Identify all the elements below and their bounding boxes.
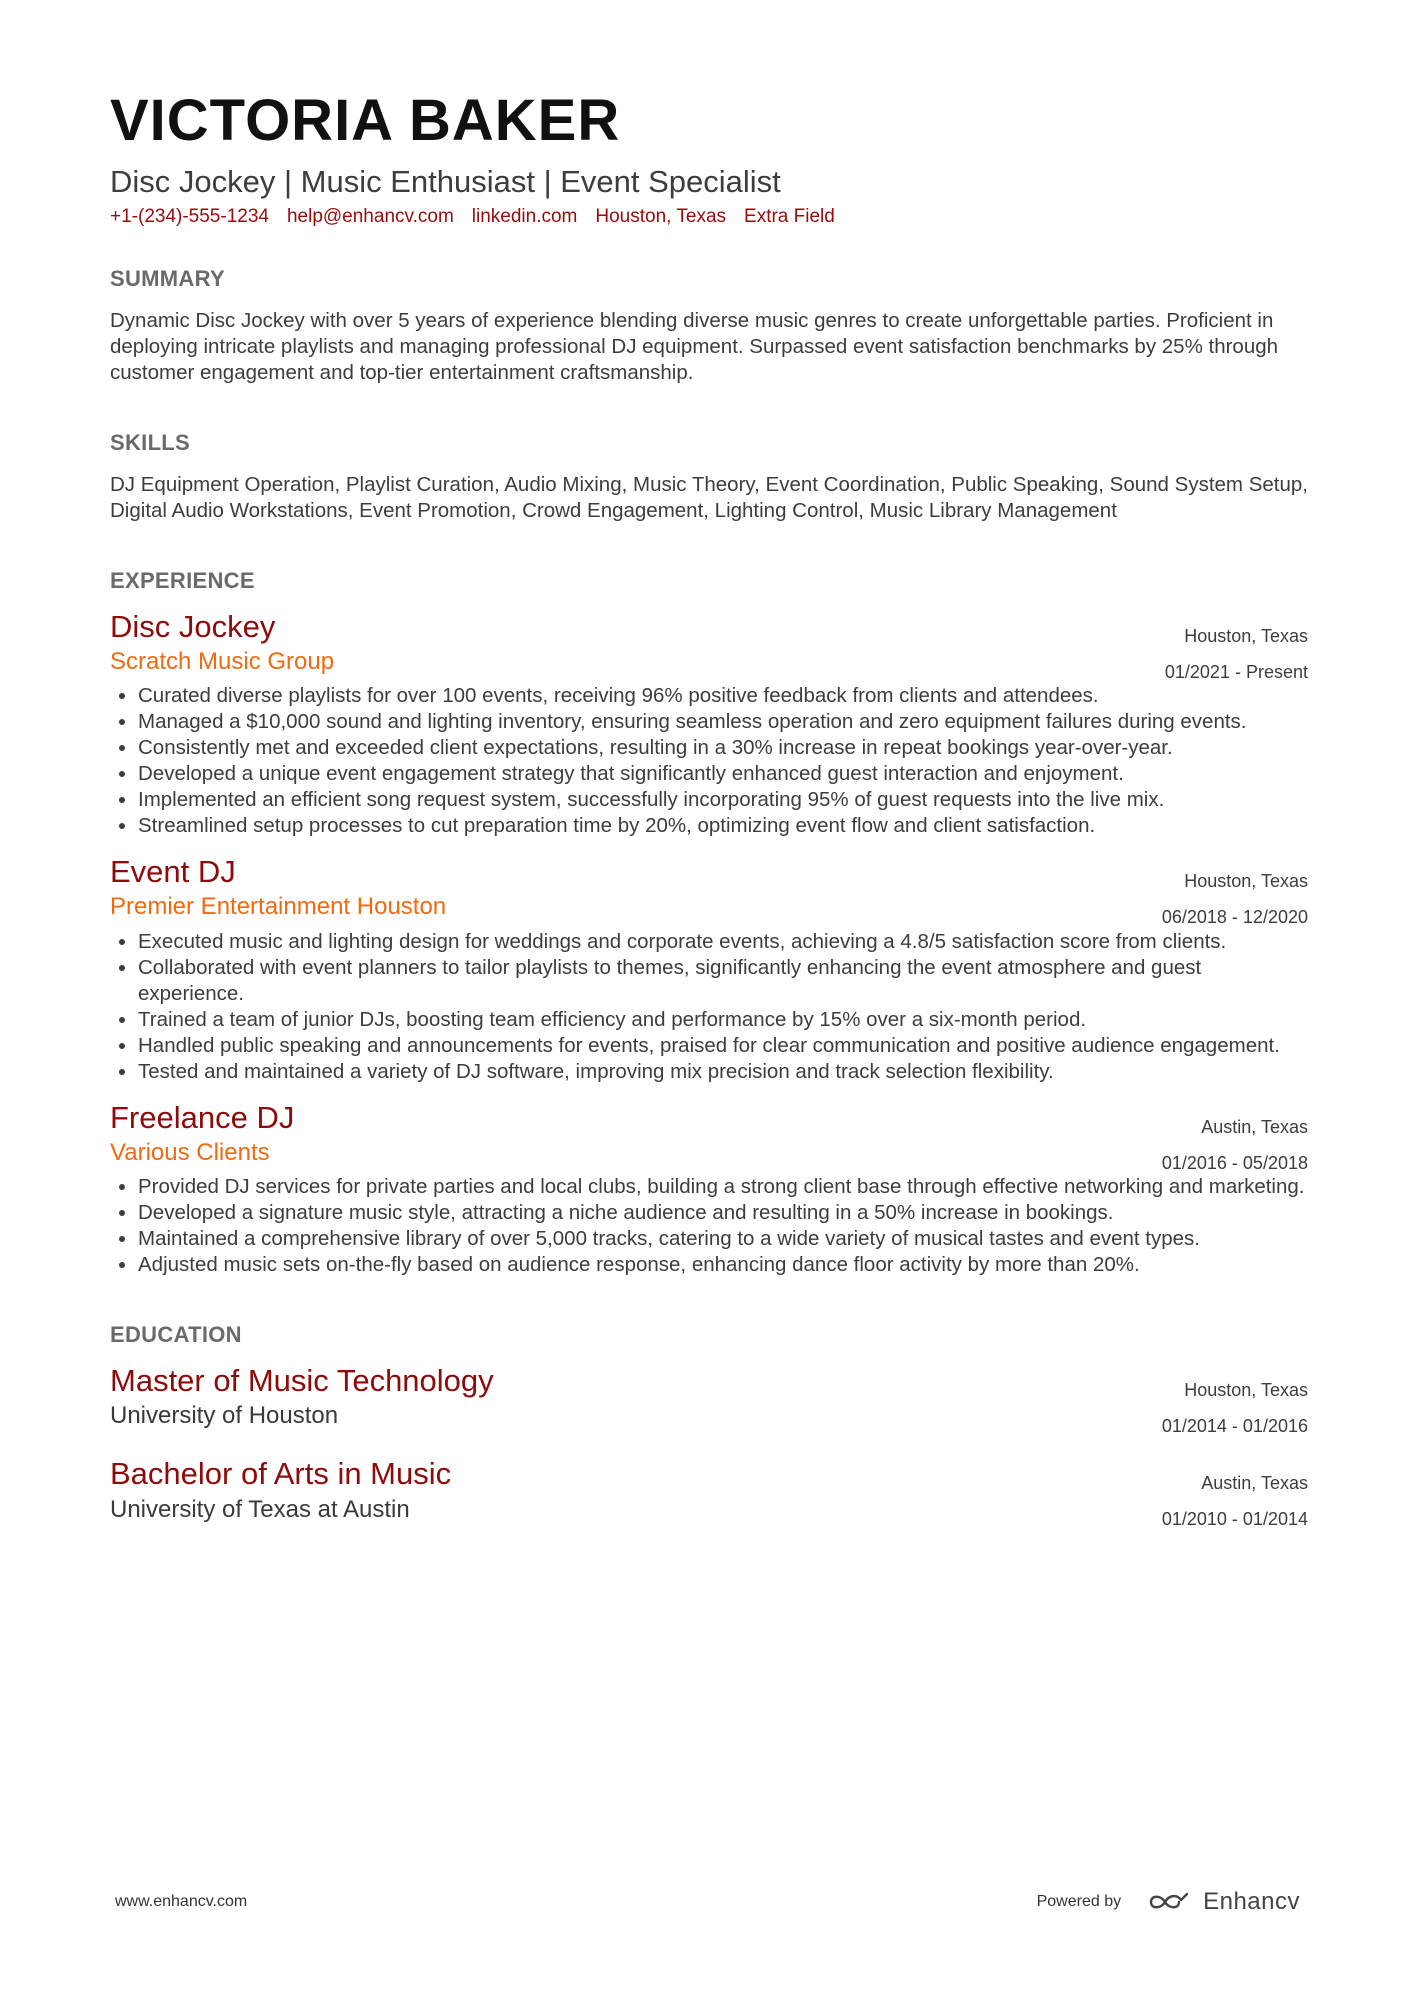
job-title: Disc Jockey xyxy=(110,608,276,644)
job-meta xyxy=(1162,863,1308,935)
section-title-experience: EXPERIENCE xyxy=(110,567,255,593)
section-title-summary: SUMMARY xyxy=(110,265,225,291)
candidate-name: VICTORIA BAKER xyxy=(110,88,621,153)
resume-page xyxy=(110,88,1308,1530)
enhancv-logo-icon xyxy=(1147,1890,1193,1914)
education-entry xyxy=(110,1456,1308,1530)
job-bullet: • Implemented an efficient song request system, successfully incorporating 95% of guest requests into the live mix. xyxy=(138,787,1308,813)
contact-bar xyxy=(110,206,1308,228)
job-meta xyxy=(1165,618,1308,690)
degree-title: Bachelor of Arts in Music xyxy=(110,1456,452,1492)
summary-section xyxy=(110,266,1308,386)
enhancv-brand[interactable] xyxy=(1147,1888,1300,1916)
school-name: University of Houston xyxy=(110,1402,339,1430)
job-bullet: • Maintained a comprehensive library of over 5,000 tracks, catering to a wide variety of musical tastes and event types. xyxy=(138,1226,1308,1252)
page-footer xyxy=(115,1888,1300,1918)
experience-entry xyxy=(110,610,1308,839)
contact-extra-field: Extra Field xyxy=(744,205,835,227)
skills-section xyxy=(110,430,1308,524)
contact-email[interactable]: help@enhancv.com xyxy=(286,205,454,227)
education-meta xyxy=(1162,1372,1308,1444)
job-location: Austin, Texas xyxy=(1201,1116,1308,1137)
experience-entry xyxy=(110,1101,1308,1278)
job-bullet: • Handled public speaking and announcements for events, praised for clear communication and positive audience engagement. xyxy=(138,1033,1308,1059)
job-meta xyxy=(1162,1109,1308,1181)
skills-text: DJ Equipment Operation, Playlist Curation, Audio Mixing, Music Theory, Event Coordination, Public Speaking, Sound System Setup, Digital Audio Workstations, Event Promotion, Crowd Engagement, Lighting Control, Music Library Management xyxy=(110,472,1308,522)
job-title: Freelance DJ xyxy=(110,1099,295,1135)
summary-text: Dynamic Disc Jockey with over 5 years of experience blending diverse music genres to create unforgettable parties. Proficient in deploying intricate playlists and managing professional DJ equipment. Surpassed event satisfaction benchmarks by 25% through customer engagement and top-tier entertainment craftsmanship. xyxy=(110,308,1279,384)
job-bullets xyxy=(110,929,1308,1085)
contact-phone[interactable]: +1-(234)-555-1234 xyxy=(110,205,269,227)
education-section xyxy=(110,1322,1308,1530)
company-name: Scratch Music Group xyxy=(110,647,335,675)
contact-location: Houston, Texas xyxy=(595,205,727,227)
job-bullets xyxy=(110,683,1308,839)
education-dates: 01/2010 - 01/2014 xyxy=(1161,1509,1308,1530)
job-bullet: • Consistently met and exceeded client expectations, resulting in a 30% increase in repeat bookings year-over-year. xyxy=(138,735,1308,761)
footer-website-link[interactable]: www.enhancv.com xyxy=(115,1893,248,1910)
job-bullets xyxy=(110,1174,1308,1278)
company-name: Premier Entertainment Houston xyxy=(110,893,447,921)
enhancv-brand-name: Enhancv xyxy=(1203,1888,1300,1915)
degree-title: Master of Music Technology xyxy=(110,1363,494,1399)
contact-linkedin[interactable]: linkedin.com xyxy=(471,205,578,227)
job-location: Houston, Texas xyxy=(1184,625,1308,646)
job-bullet: • Collaborated with event planners to tailor playlists to themes, significantly enhancing the event atmosphere and guest experience. xyxy=(138,955,1308,1007)
experience-entry xyxy=(110,855,1308,1084)
education-entry xyxy=(110,1363,1308,1437)
company-name: Various Clients xyxy=(110,1138,270,1166)
education-meta xyxy=(1162,1465,1308,1537)
candidate-tagline: Disc Jockey | Music Enthusiast | Event Specialist xyxy=(110,164,781,199)
job-bullet: • Developed a unique event engagement strategy that significantly enhanced guest interaction and enjoyment. xyxy=(138,761,1308,787)
job-bullet: • Developed a signature music style, attracting a niche audience and resulting in a 50% increase in bookings. xyxy=(138,1200,1308,1226)
experience-section xyxy=(110,568,1308,1278)
job-bullet: • Tested and maintained a variety of DJ software, improving mix precision and track selection flexibility. xyxy=(138,1059,1308,1085)
job-bullet: • Provided DJ services for private parties and local clubs, building a strong client base through effective networking and marketing. xyxy=(138,1174,1308,1200)
job-dates: 01/2021 - Present xyxy=(1164,661,1308,682)
job-bullet: • Adjusted music sets on-the-fly based on audience response, enhancing dance floor activity by more than 20%. xyxy=(138,1252,1308,1278)
powered-by-label: Powered by xyxy=(1036,1893,1122,1910)
education-location: Houston, Texas xyxy=(1184,1380,1308,1401)
job-dates: 06/2018 - 12/2020 xyxy=(1161,907,1308,928)
job-title: Event DJ xyxy=(110,854,236,890)
job-bullet: • Managed a $10,000 sound and lighting inventory, ensuring seamless operation and zero equipment failures during events. xyxy=(138,709,1308,735)
job-location: Houston, Texas xyxy=(1184,871,1308,892)
education-location: Austin, Texas xyxy=(1201,1473,1308,1494)
section-title-skills: SKILLS xyxy=(110,429,191,455)
footer-powered-by[interactable] xyxy=(1037,1888,1300,1916)
job-bullet: • Trained a team of junior DJs, boosting team efficiency and performance by 15% over a six-month period. xyxy=(138,1007,1308,1033)
job-bullet: • Executed music and lighting design for weddings and corporate events, achieving a 4.8/5 satisfaction score from clients. xyxy=(138,929,1308,955)
job-bullet: • Streamlined setup processes to cut preparation time by 20%, optimizing event flow and client satisfaction. xyxy=(138,813,1308,839)
job-dates: 01/2016 - 05/2018 xyxy=(1161,1152,1308,1173)
section-title-education: EDUCATION xyxy=(110,1322,242,1348)
education-dates: 01/2014 - 01/2016 xyxy=(1161,1416,1308,1437)
school-name: University of Texas at Austin xyxy=(110,1495,410,1523)
job-bullet: • Curated diverse playlists for over 100 events, receiving 96% positive feedback from clients and attendees. xyxy=(138,683,1308,709)
